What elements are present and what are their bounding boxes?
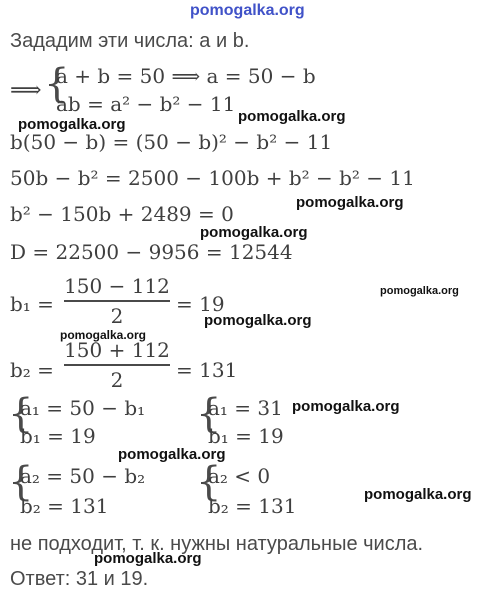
system-brace-1: { [44, 61, 70, 107]
system1-row2: ab = a² − b² − 11 [56, 92, 236, 116]
discriminant: D = 22500 − 9956 = 12544 [10, 240, 293, 264]
note-line: не подходит, т. к. нужны натуральные числа. [10, 533, 424, 555]
system5-row1: a₂ < 0 [208, 464, 271, 488]
b1-result: = 19 [176, 292, 225, 316]
b1-denominator: 2 [110, 303, 124, 328]
system3-row2: b₁ = 19 [208, 424, 284, 448]
system2-row2: b₁ = 19 [20, 424, 96, 448]
system-brace-5: { [196, 459, 222, 505]
b2-numerator: 150 + 112 [64, 338, 170, 362]
system-brace-2: { [8, 391, 34, 437]
b2-denominator: 2 [110, 367, 124, 392]
b1-fraction [64, 274, 170, 328]
implies-arrow: ⟹ [10, 78, 42, 103]
watermark: pomogalka.org [204, 312, 312, 329]
watermark: pomogalka.org [380, 285, 459, 297]
equation-3: b² − 150b + 2489 = 0 [10, 202, 234, 226]
b1-label: b₁ = [10, 292, 54, 316]
watermark: pomogalka.org [292, 398, 400, 415]
equation-1: b(50 − b) = (50 − b)² − b² − 11 [10, 130, 333, 154]
system2-row1: a₁ = 50 − b₁ [20, 396, 146, 420]
watermark: pomogalka.org [364, 486, 472, 503]
watermark: pomogalka.org [296, 194, 404, 211]
intro-line: Зададим эти числа: a и b. [10, 30, 250, 52]
watermark: pomogalka.org [200, 224, 308, 241]
system3-row1: a₁ = 31 [208, 396, 283, 420]
b2-fraction [64, 338, 170, 392]
system-brace-3: { [196, 391, 222, 437]
b1-numerator: 150 − 112 [64, 274, 170, 298]
equation-2: 50b − b² = 2500 − 100b + b² − b² − 11 [10, 166, 415, 190]
watermark: pomogalka.org [60, 328, 147, 342]
b2-label: b₂ = [10, 358, 54, 382]
watermark: pomogalka.org [238, 108, 346, 125]
system5-row2: b₂ = 131 [208, 494, 297, 518]
system-brace-4: { [8, 459, 34, 505]
watermark: pomogalka.org [18, 116, 126, 133]
watermark: pomogalka.org [94, 550, 202, 567]
watermark: pomogalka.org [118, 446, 226, 463]
b2-result: = 131 [176, 358, 238, 382]
answer-line: Ответ: 31 и 19. [10, 568, 149, 590]
watermark-top: pomogalka.org [190, 2, 305, 19]
system1-row1: a + b = 50 ⟹ a = 50 − b [56, 64, 316, 88]
system4-row1: a₂ = 50 − b₂ [20, 464, 146, 488]
system4-row2: b₂ = 131 [20, 494, 109, 518]
